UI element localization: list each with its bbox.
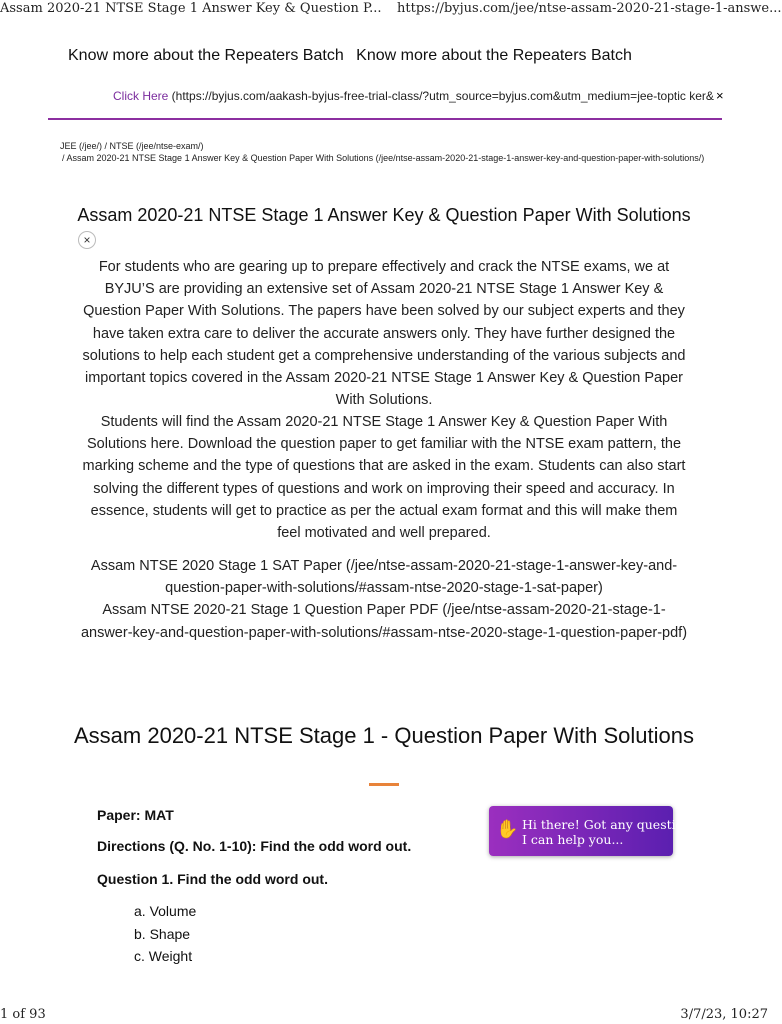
toc-link-question-paper-pdf[interactable]: Assam NTSE 2020-21 Stage 1 Question Paper PDF (/jee/ntse-assam-2020-21-stage-1-answer-key-and-question-paper-with-solutions/#assam-ntse-2020-stage-1-question-paper-pdf)	[80, 602, 688, 641]
print-page-title: Assam 2020-21 NTSE Stage 1 Answer Key & Question P...	[0, 1, 382, 16]
print-footer	[0, 1007, 768, 1024]
chat-message-line: Hi there! Got any questions?	[522, 817, 705, 832]
chat-message-line: I can help you...	[522, 832, 624, 847]
answer-options	[134, 900, 196, 968]
repeaters-batch-text: Know more about the Repeaters Batch	[356, 47, 632, 64]
question-text: Question 1. Find the odd word out.	[97, 871, 328, 887]
heading-underline	[369, 783, 399, 786]
print-datetime: 3/7/23, 10:27	[680, 1007, 768, 1022]
chat-message	[522, 817, 705, 847]
breadcrumb-line[interactable]: / Assam 2020-21 NTSE Stage 1 Answer Key & Question Paper With Solutions (/jee/ntse-assam-2020-21-stage-1-answer-key-and-question-paper-with-solutions/)	[62, 153, 705, 163]
repeaters-batch-text: Know more about the Repeaters Batch	[68, 47, 344, 64]
print-header	[0, 0, 782, 18]
waving-hand-icon: ✋	[496, 819, 519, 839]
intro-paragraph: For students who are gearing up to prepare effectively and crack the NTSE exams, we at BYJU’S are providing an extensive set of Assam 2020-21 NTSE Stage 1 Answer Key & Question Paper With Solutions. The papers have been solved by our subject experts and they have taken extra care to deliver the accurate answers only. They have further designed the solutions to help each student get a comprehensive understanding of the various subjects and important topics covered in the Assam 2020-21 NTSE Stage 1 Answer Key & Question Paper With Solutions.	[82, 259, 686, 409]
click-here-url: (https://byjus.com/aakash-byjus-free-trial-class/?utm_source=byjus.com&utm_medium=jee-toptic ker&	[168, 89, 714, 103]
breadcrumb	[60, 140, 710, 164]
header-divider	[48, 118, 722, 120]
option-item: a. Volume	[134, 903, 197, 919]
toc-links	[78, 555, 690, 644]
option-item: b. Shape	[134, 925, 191, 942]
breadcrumb-line[interactable]: JEE (/jee/) / NTSE (/jee/ntse-exam/)	[60, 141, 204, 151]
click-here-link[interactable]: Click Here	[113, 89, 169, 103]
intro-paragraph: Students will find the Assam 2020-21 NTSE Stage 1 Answer Key & Question Paper With Solutions here. Download the question paper to get familiar with the NTSE exam pattern, the marking scheme and the type of questions that are asked in the exam. Students can also start solving the different types of questions and work on improving their speed and accuracy. In essence, students will get to practice as per the actual exam format and this will make them feel motivated and well prepared.	[82, 414, 686, 542]
option-item: c. Weight	[134, 948, 193, 964]
close-icon[interactable]: ×	[716, 88, 724, 103]
directions-text: Directions (Q. No. 1-10): Find the odd word out.	[97, 838, 412, 854]
print-page-number: 1 of 93	[0, 1007, 46, 1022]
section-heading: Assam 2020-21 NTSE Stage 1 - Question Paper With Solutions	[74, 723, 694, 748]
toc-link-sat-paper[interactable]: Assam NTSE 2020 Stage 1 SAT Paper (/jee/ntse-assam-2020-21-stage-1-answer-key-and-question-paper-with-solutions/#assam-ntse-2020-stage-1-sat-paper)	[90, 558, 678, 597]
repeaters-batch-banner	[68, 47, 632, 65]
page-title: Assam 2020-21 NTSE Stage 1 Answer Key & Question Paper With Solutions	[77, 205, 691, 225]
click-here-row	[113, 89, 723, 103]
close-icon[interactable]: ×	[78, 231, 96, 249]
print-page-url: https://byjus.com/jee/ntse-assam-2020-21-stage-1-answe...	[397, 1, 782, 16]
paper-label: Paper: MAT	[97, 807, 174, 823]
chat-widget[interactable]	[489, 806, 705, 856]
